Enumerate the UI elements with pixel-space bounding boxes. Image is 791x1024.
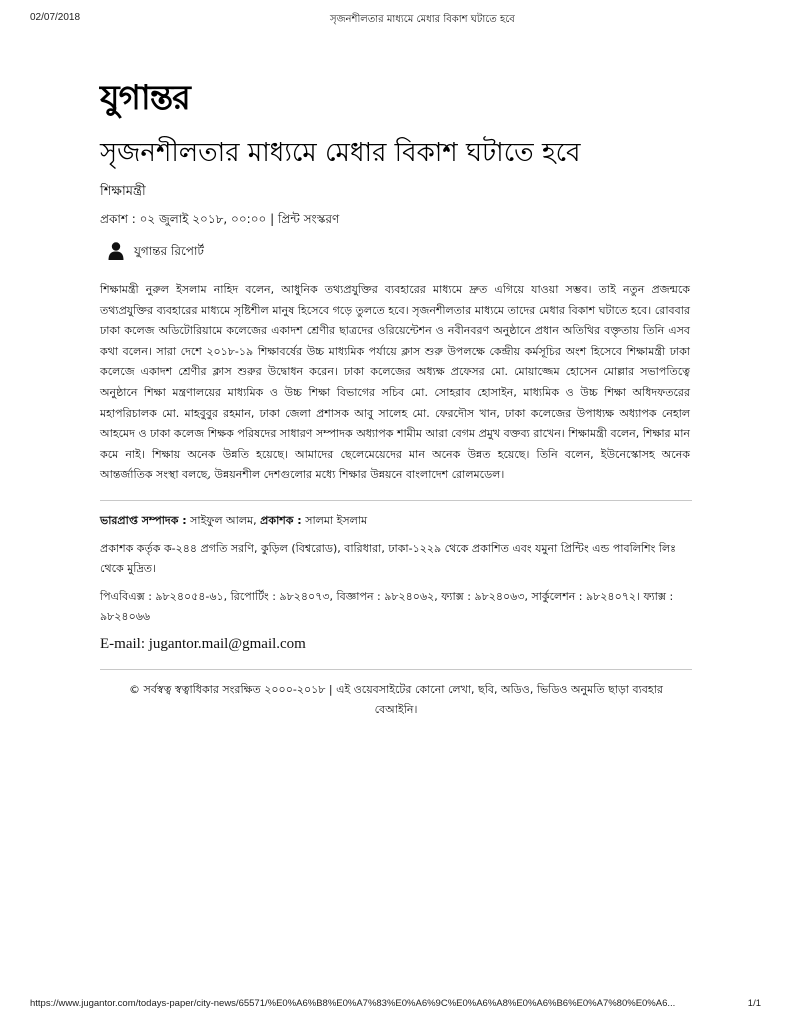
divider	[100, 669, 692, 670]
author-byline	[108, 242, 692, 260]
print-footer	[30, 998, 761, 1012]
publisher-label: প্রকাশক :	[260, 513, 302, 527]
print-page-title: সৃজনশীলতার মাধ্যমে মেধার বিকাশ ঘটাতে হবে	[330, 14, 515, 25]
editor-label: ভারপ্রাপ্ত সম্পাদক :	[100, 513, 187, 527]
page-number: 1/1	[747, 998, 761, 1009]
print-date: 02/07/2018	[30, 12, 81, 23]
author-name: যুগান্তর রিপোর্ট	[134, 244, 204, 258]
print-header	[30, 12, 761, 28]
article-subhead: শিক্ষামন্ত্রী	[100, 184, 146, 199]
user-icon	[108, 242, 124, 260]
publish-info: প্রকাশ : ০২ জুলাই ২০১৮, ০০:০০ | প্রিন্ট সংস্করণ	[100, 212, 340, 226]
editor-name: সাইফুল আলম,	[186, 513, 261, 527]
contact-phones: পিএবিএক্স : ৯৮২৪০৫৪-৬১, রিপোর্টিং : ৯৮২৪০৭৩, বিজ্ঞাপন : ৯৮২৪০৬২, ফ্যাক্স : ৯৮২৪০৬৩, সার্কুলেশন : ৯৮২৪০৭২। ফ্যাক্স : ৯৮২৪০৬৬	[100, 589, 674, 623]
publisher-name: সালমা ইসলাম	[301, 513, 368, 527]
page-url: https://www.jugantor.com/todays-paper/city-news/65571/%E0%A6%B8%E0%A7%83%E0%A6%9C%E0%A6%A8%E0%A6%B6%E0%A7%80%E0%A6...	[30, 998, 676, 1009]
article-headline: সৃজনশীলতার মাধ্যমে মেধার বিকাশ ঘটাতে হবে	[100, 138, 581, 168]
publisher-address: প্রকাশক কর্তৃক ক-২৪৪ প্রগতি সরণি, কুড়িল (বিশ্বরোড), বারিধারা, ঢাকা-১২২৯ থেকে প্রকাশিত এবং যমুনা প্রিন্টিং এন্ড পাবলিশিং লিঃ থেকে মুদ্রিত।	[100, 541, 677, 575]
copyright-notice: © সর্বস্বত্ব স্বত্বাধিকার সংরক্ষিত ২০০০-২০১৮ | এই ওয়েবসাইটের কোনো লেখা, ছবি, অডিও, ভিডিও অনুমতি ছাড়া ব্যবহার বেআইনি।	[129, 682, 663, 716]
article-body: শিক্ষামন্ত্রী নুরুল ইসলাম নাহিদ বলেন, আধুনিক তথ্যপ্রযুক্তির ব্যবহারের মাধ্যমে দ্রুত এগিয়ে যাওয়া সম্ভব। তাই নতুন প্রজন্মকে তথ্যপ্রযুক্তির ব্যবহারের মাধ্যমে সৃষ্টিশীল মানুষ হিসেবে গড়ে তুলতে হবে। সৃজনশীলতার মাধ্যমে তাদের মেধার বিকাশ ঘটাতে হবে। রোববার ঢাকা কলেজ অডিটোরিয়ামে কলেজের একাদশ শ্রেণীর ছাত্রদের ওরিয়েন্টেশন ও নবীনবরণ অনুষ্ঠানে প্রধান অতিথির বক্তৃতায় তিনি এসব কথা বলেন। সারা দেশে ২০১৮-১৯ শিক্ষাবর্ষের উচ্চ মাধ্যমিক পর্যায়ে ক্লাস শুরু উপলক্ষে কেন্দ্রীয় কর্মসূচির অংশ হিসেবে শিক্ষামন্ত্রী ঢাকা কলেজে একাদশ শ্রেণীর ক্লাস শুরুর উদ্বোধন করেন। ঢাকা কলেজের অধ্যক্ষ প্রফেসর মো. মোয়াজ্জেম হোসেন মোল্লার সভাপতিত্বে অনুষ্ঠানে শিক্ষা মন্ত্রণালয়ের মাধ্যমিক ও উচ্চ শিক্ষা বিভাগের সচিব মো. সোহরাব হোসাইন, মাধ্যমিক ও উচ্চ শিক্ষা অধিদফতরের মহাপরিচালক মো. মাহবুবুর রহমান, ঢাকা জেলা প্রশাসক আবু সালেহ মো. ফেরদৌস খান, ঢাকা কলেজের উপাধ্যক্ষ অধ্যাপক নেহাল আহমেদ ও ঢাকা কলেজ শিক্ষক পরিষদের সাধারণ সম্পাদক অধ্যাপক শামীম আরা বেগম প্রমুখ বক্তব্য রাখেন। শিক্ষামন্ত্রী বলেন, শিক্ষার মান কমে নাই। শিক্ষায় অনেক উন্নতি হয়েছে। আমাদের ছেলেমেয়েদের মান অনেক উন্নত হয়েছে। তিনি বলেন, ইউনেস্কোসহ অনেক আন্তর্জাতিক সংস্থা বলছে, উন্নয়নশীল দেশগুলোর মধ্যে শিক্ষার উন্নয়নে বাংলাদেশ রোলমডেল।	[100, 283, 690, 482]
contact-email: E-mail: jugantor.mail@gmail.com	[100, 635, 306, 652]
divider	[100, 500, 692, 501]
editor-publisher-line	[100, 511, 692, 531]
article-page	[100, 78, 692, 720]
site-logo[interactable]: যুগান্তর	[100, 78, 190, 118]
